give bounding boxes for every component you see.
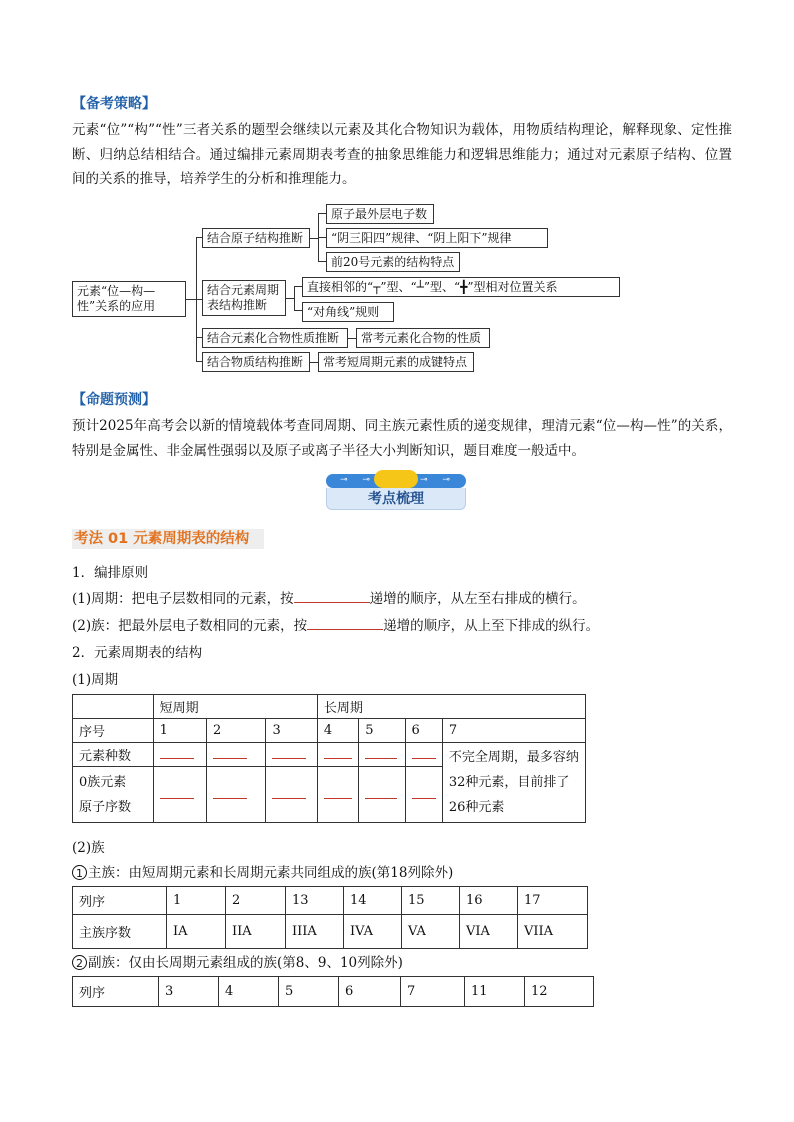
main-num-cell: VIIA [518, 915, 588, 949]
blank-group[interactable] [307, 629, 383, 630]
main-num-label: 主族序数 [73, 915, 167, 949]
zero-blank[interactable] [153, 767, 206, 823]
mindmap-branch-compound: 结合元素化合物性质推断 [202, 328, 348, 348]
circled-number: 1 [72, 865, 87, 880]
principle-period-pre: (1)周期：把电子层数相同的元素，按 [72, 591, 294, 607]
mindmap-leaf-adjacent: 直接相邻的“┬”型、“┴”型、“╋”型相对位置关系 [302, 277, 620, 297]
row-label-zero-1: 0族元素 [79, 774, 127, 790]
banner-title: 考点梳理 [326, 488, 466, 510]
seq-cell: 1 [153, 719, 206, 743]
structure-heading: 2．元素周期表的结构 [72, 645, 203, 661]
principle-period-post: 递增的顺序，从左至右排成的横行。 [369, 591, 586, 607]
period-table [72, 694, 586, 823]
seq-cell: 4 [317, 719, 358, 743]
zero-blank[interactable] [207, 767, 266, 823]
main-num-cell: IA [167, 915, 226, 949]
zero-blank[interactable] [359, 767, 405, 823]
section-banner [326, 474, 466, 510]
period7-note: 不完全周期，最多容纳32种元素，目前排了26种元素 [442, 743, 585, 823]
mindmap-leaf-outer-electrons: 原子最外层电子数 [326, 204, 434, 224]
main-col-cell: 2 [226, 887, 286, 915]
sub-col-cell: 5 [279, 977, 339, 1007]
seq-cell: 3 [266, 719, 317, 743]
principle-group-post: 递增的顺序，从上至下排成的纵行。 [383, 618, 600, 634]
main-group-table [72, 886, 588, 949]
short-period-header: 短周期 [153, 695, 317, 719]
kinds-blank[interactable] [266, 743, 317, 767]
kinds-blank[interactable] [317, 743, 358, 767]
main-group-text: 主族：由短周期元素和长周期元素共同组成的族(第18列除外) [88, 865, 454, 881]
seq-cell: 7 [442, 719, 585, 743]
sub-col-cell: 11 [465, 977, 525, 1007]
mindmap-branch-structure: 结合物质结构推断 [202, 352, 310, 372]
principle-group-pre: (2)族：把最外层电子数相同的元素，按 [72, 618, 308, 634]
mindmap-leaf-yin-yang-rule: “阴三阳四”规律、“阴上阳下”规律 [326, 228, 548, 248]
mindmap-leaf-bonding: 常考短周期元素的成键特点 [318, 352, 474, 372]
zero-blank[interactable] [266, 767, 317, 823]
principle-period [72, 587, 586, 607]
main-col-cell: 15 [402, 887, 460, 915]
row-label-kinds: 元素种数 [73, 743, 154, 767]
strategy-text: 元素“位”“构”“性”三者关系的题型会继续以元素及其化合物知识为载体，用物质结构理论，解释现象、定性推断、归纳总结相结合。通过编排元素周期表考查的抽象思维能力和逻辑思维能力；通过对元素原子结构、位置间的关系的推导，培养学生的分析和推理能力。 [72, 122, 732, 187]
mindmap-branch-table: 结合元素周期表结构推断 [202, 280, 286, 316]
mindmap-root: 元素“位—构—性”关系的应用 [72, 281, 186, 317]
forecast-heading: 【命题预测】 [72, 392, 156, 408]
mindmap [0, 0, 794, 380]
circled-number: 2 [72, 955, 87, 970]
row-label-zero-2: 原子序数 [79, 799, 132, 815]
period-heading: (1)周期 [72, 672, 119, 688]
kinds-blank[interactable] [359, 743, 405, 767]
main-col-cell: 16 [460, 887, 518, 915]
groups-heading: (2)族 [72, 840, 105, 856]
mindmap-leaf-compound-props: 常考元素化合物的性质 [356, 328, 490, 348]
main-num-cell: VA [402, 915, 460, 949]
kinds-blank[interactable] [207, 743, 266, 767]
sub-col-label: 列序 [73, 977, 159, 1007]
section-title: 考法 01 元素周期表的结构 [72, 529, 264, 549]
zero-blank[interactable] [317, 767, 358, 823]
sub-col-cell: 4 [219, 977, 279, 1007]
mindmap-branch-atomic: 结合原子结构推断 [202, 228, 310, 248]
seq-cell: 2 [207, 719, 266, 743]
main-col-cell: 14 [344, 887, 402, 915]
main-col-label: 列序 [73, 887, 167, 915]
main-group-desc [72, 861, 453, 881]
row-label-zero [73, 767, 154, 823]
sub-col-cell: 12 [525, 977, 594, 1007]
seq-cell: 5 [359, 719, 405, 743]
main-num-cell: IVA [344, 915, 402, 949]
sub-group-desc [72, 951, 403, 971]
sub-col-cell: 6 [339, 977, 401, 1007]
main-num-cell: IIIA [286, 915, 344, 949]
sub-col-cell: 3 [159, 977, 219, 1007]
main-num-cell: IIA [226, 915, 286, 949]
principle-group [72, 614, 599, 634]
main-num-cell: VIA [460, 915, 518, 949]
main-col-cell: 1 [167, 887, 226, 915]
strategy-heading: 【备考策略】 [72, 96, 156, 112]
kinds-blank[interactable] [405, 743, 442, 767]
banner-arrows-left: ⊸ ⊸ [340, 475, 376, 485]
kinds-blank[interactable] [153, 743, 206, 767]
zero-blank[interactable] [405, 767, 442, 823]
long-period-header: 长周期 [317, 695, 585, 719]
blank-period[interactable] [294, 602, 370, 603]
forecast-text: 预计2025年高考会以新的情境载体考查同周期、同主族元素性质的递变规律，理清元素“位—构—性”的关系，特别是金属性、非金属性强弱以及原子或离子半径大小判断知识，题目难度一般适中。 [72, 418, 732, 459]
sub-col-cell: 7 [401, 977, 465, 1007]
mindmap-leaf-first-20: 前20号元素的结构特点 [326, 252, 460, 272]
mindmap-leaf-diagonal: “对角线”规则 [302, 302, 394, 322]
banner-arrows-right: ⊸ ⊸ [420, 475, 456, 485]
sub-group-text: 副族：仅由长周期元素组成的族(第8、9、10列除外) [88, 955, 403, 971]
sub-group-table [72, 976, 594, 1007]
row-label-seq: 序号 [73, 719, 154, 743]
main-col-cell: 17 [518, 887, 588, 915]
seq-cell: 6 [405, 719, 442, 743]
principle-heading: 1．编排原则 [72, 565, 149, 581]
main-col-cell: 13 [286, 887, 344, 915]
